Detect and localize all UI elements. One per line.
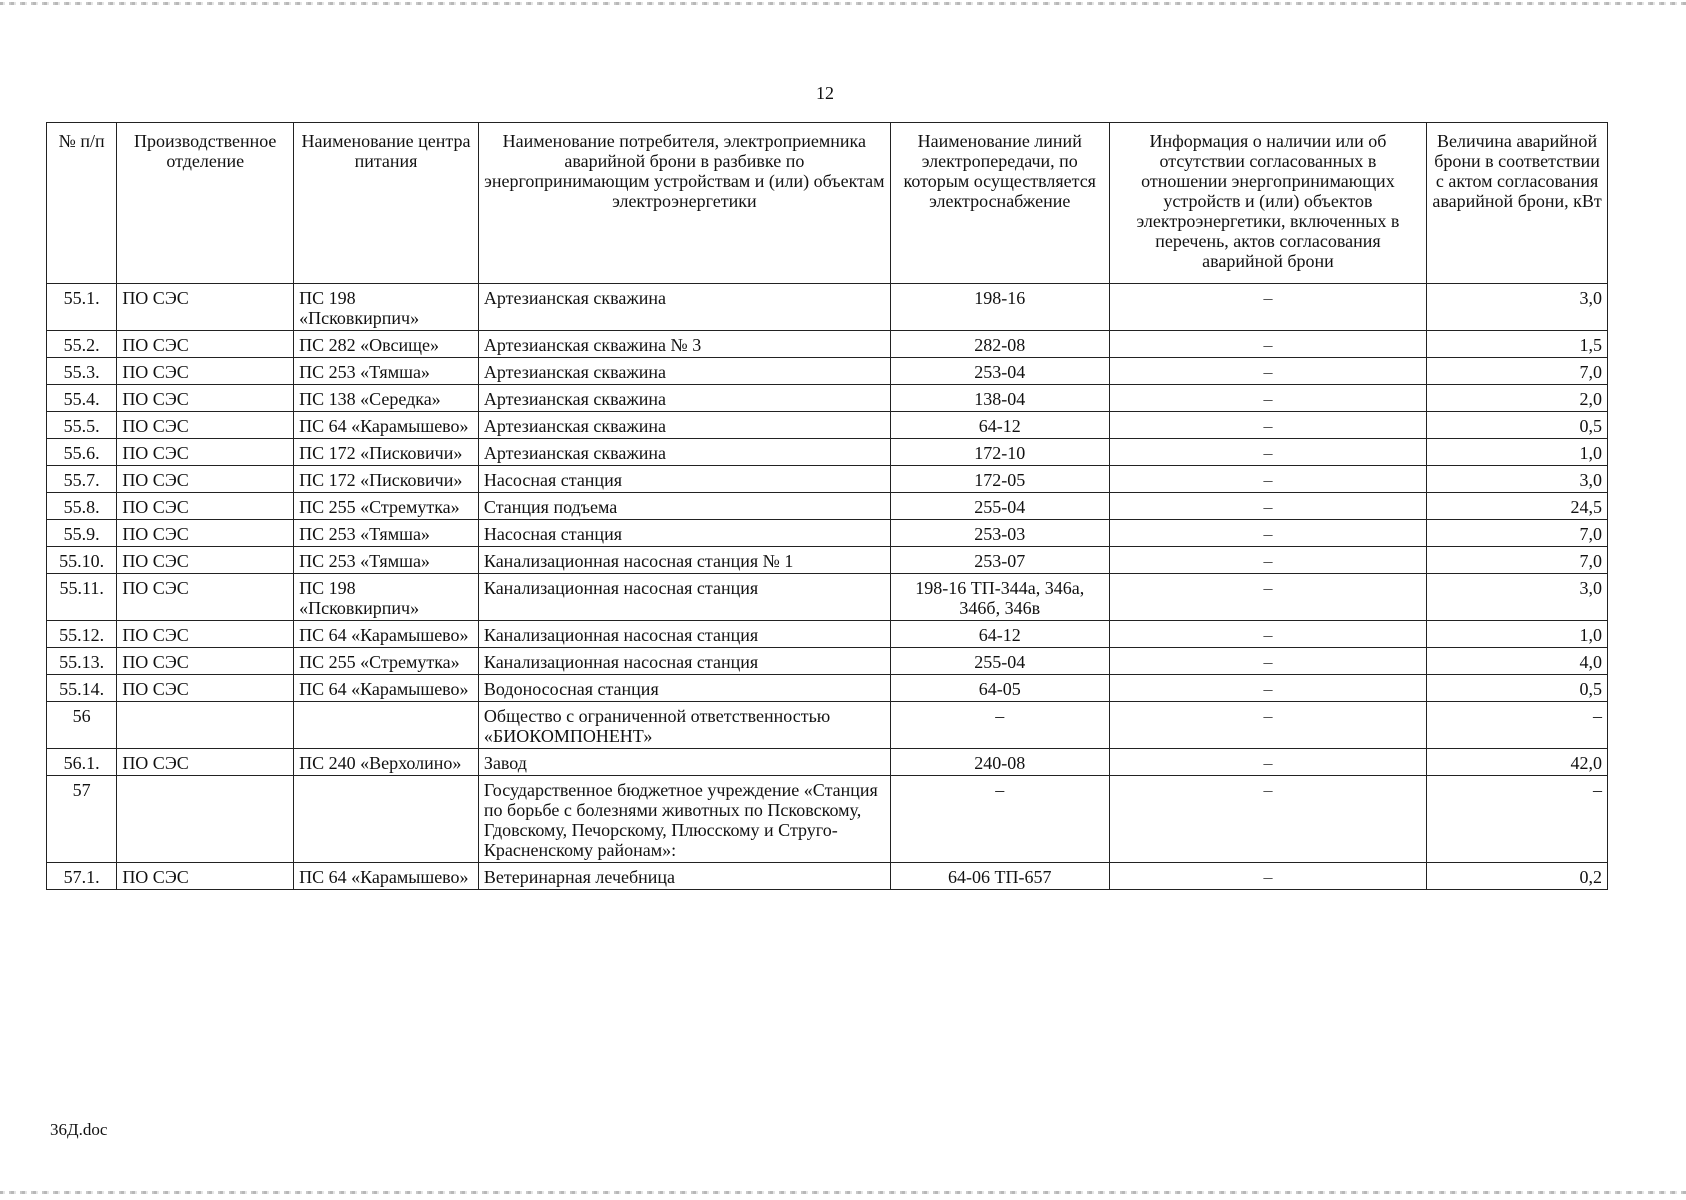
emergency-reserve-table bbox=[46, 122, 1608, 890]
cell-power-line: 282-08 bbox=[890, 331, 1109, 358]
cell-agreement-info: – bbox=[1109, 331, 1426, 358]
cell-power-line: 253-07 bbox=[890, 547, 1109, 574]
cell-power-center: ПС 253 «Тямша» bbox=[294, 547, 479, 574]
cell-number: 57 bbox=[47, 776, 117, 863]
cell-power-center: ПС 64 «Карамышево» bbox=[294, 675, 479, 702]
cell-number: 55.7. bbox=[47, 466, 117, 493]
table-row bbox=[47, 412, 1608, 439]
cell-number: 55.2. bbox=[47, 331, 117, 358]
cell-reserve-value: 1,0 bbox=[1427, 621, 1608, 648]
cell-agreement-info: – bbox=[1109, 574, 1426, 621]
cell-power-line: 172-10 bbox=[890, 439, 1109, 466]
cell-agreement-info: – bbox=[1109, 520, 1426, 547]
cell-consumer: Артезианская скважина bbox=[478, 439, 890, 466]
cell-consumer: Артезианская скважина bbox=[478, 358, 890, 385]
header-reserve-value: Величина аварийной брони в соответствии с актом согласования аварийной брони, кВт bbox=[1427, 123, 1608, 284]
cell-reserve-value: 4,0 bbox=[1427, 648, 1608, 675]
cell-department: ПО СЭС bbox=[117, 358, 294, 385]
cell-power-center: ПС 282 «Овсище» bbox=[294, 331, 479, 358]
table-row bbox=[47, 574, 1608, 621]
cell-consumer: Станция подъема bbox=[478, 493, 890, 520]
cell-power-line: 138-04 bbox=[890, 385, 1109, 412]
cell-power-line: 198-16 ТП-344а, 346а, 346б, 346в bbox=[890, 574, 1109, 621]
cell-department: ПО СЭС bbox=[117, 547, 294, 574]
header-power-center: Наименование центра питания bbox=[294, 123, 479, 284]
cell-power-line: 253-03 bbox=[890, 520, 1109, 547]
cell-department: ПО СЭС bbox=[117, 331, 294, 358]
cell-consumer: Общество с ограниченной ответственностью «БИОКОМПОНЕНТ» bbox=[478, 702, 890, 749]
table-row bbox=[47, 776, 1608, 863]
cell-reserve-value: 24,5 bbox=[1427, 493, 1608, 520]
cell-agreement-info: – bbox=[1109, 648, 1426, 675]
cell-department: ПО СЭС bbox=[117, 648, 294, 675]
cell-department: ПО СЭС bbox=[117, 493, 294, 520]
cell-number: 55.9. bbox=[47, 520, 117, 547]
cell-consumer: Насосная станция bbox=[478, 520, 890, 547]
scan-edge-bottom bbox=[0, 1191, 1686, 1194]
cell-department bbox=[117, 776, 294, 863]
cell-power-center: ПС 64 «Карамышево» bbox=[294, 412, 479, 439]
header-consumer: Наименование потребителя, электроприемника аварийной брони в разбивке по энергопринимающим устройствам и (или) объектам электроэнергетики bbox=[478, 123, 890, 284]
cell-reserve-value: 3,0 bbox=[1427, 284, 1608, 331]
cell-agreement-info: – bbox=[1109, 466, 1426, 493]
cell-number: 55.11. bbox=[47, 574, 117, 621]
cell-reserve-value: 0,2 bbox=[1427, 863, 1608, 890]
cell-reserve-value: 7,0 bbox=[1427, 547, 1608, 574]
table-row bbox=[47, 385, 1608, 412]
cell-power-line: 198-16 bbox=[890, 284, 1109, 331]
table-row bbox=[47, 284, 1608, 331]
cell-agreement-info: – bbox=[1109, 621, 1426, 648]
cell-power-center bbox=[294, 702, 479, 749]
cell-consumer: Артезианская скважина № 3 bbox=[478, 331, 890, 358]
cell-number: 55.1. bbox=[47, 284, 117, 331]
cell-department: ПО СЭС bbox=[117, 385, 294, 412]
cell-consumer: Артезианская скважина bbox=[478, 385, 890, 412]
table-row bbox=[47, 358, 1608, 385]
page-number: 12 bbox=[816, 83, 834, 103]
table-row bbox=[47, 749, 1608, 776]
table-row bbox=[47, 675, 1608, 702]
cell-number: 55.13. bbox=[47, 648, 117, 675]
cell-power-center: ПС 138 «Середка» bbox=[294, 385, 479, 412]
cell-agreement-info: – bbox=[1109, 439, 1426, 466]
cell-agreement-info: – bbox=[1109, 675, 1426, 702]
table-header bbox=[47, 123, 1608, 284]
table-row bbox=[47, 439, 1608, 466]
cell-consumer: Канализационная насосная станция № 1 bbox=[478, 547, 890, 574]
cell-power-center: ПС 198 «Псковкирпич» bbox=[294, 574, 479, 621]
cell-reserve-value: 1,0 bbox=[1427, 439, 1608, 466]
table-row bbox=[47, 702, 1608, 749]
scan-edge-top bbox=[0, 2, 1686, 5]
cell-power-line: 64-06 ТП-657 bbox=[890, 863, 1109, 890]
cell-consumer: Государственное бюджетное учреждение «Станция по борьбе с болезнями животных по Псковскому, Гдовскому, Печорскому, Плюсскому и Струго-Красненскому районам»: bbox=[478, 776, 890, 863]
cell-power-line: 64-05 bbox=[890, 675, 1109, 702]
cell-department: ПО СЭС bbox=[117, 466, 294, 493]
table-body bbox=[47, 284, 1608, 890]
cell-power-center bbox=[294, 776, 479, 863]
cell-consumer: Насосная станция bbox=[478, 466, 890, 493]
header-agreement-info: Информация о наличии или об отсутствии согласованных в отношении энергопринимающих устройств и (или) объектов электроэнергетики, включенных в перечень, актов согласования аварийной брони bbox=[1109, 123, 1426, 284]
cell-power-line: 253-04 bbox=[890, 358, 1109, 385]
footer-filename: 36Д.doc bbox=[50, 1120, 108, 1139]
cell-reserve-value: 1,5 bbox=[1427, 331, 1608, 358]
cell-power-center: ПС 198 «Псковкирпич» bbox=[294, 284, 479, 331]
cell-department: ПО СЭС bbox=[117, 675, 294, 702]
cell-power-line: 255-04 bbox=[890, 493, 1109, 520]
cell-reserve-value: 7,0 bbox=[1427, 358, 1608, 385]
table-row bbox=[47, 621, 1608, 648]
table-row bbox=[47, 648, 1608, 675]
table-row bbox=[47, 520, 1608, 547]
cell-power-center: ПС 255 «Стремутка» bbox=[294, 648, 479, 675]
cell-consumer: Завод bbox=[478, 749, 890, 776]
cell-number: 55.3. bbox=[47, 358, 117, 385]
cell-department: ПО СЭС bbox=[117, 863, 294, 890]
header-number: № п/п bbox=[47, 123, 117, 284]
cell-number: 55.5. bbox=[47, 412, 117, 439]
cell-agreement-info: – bbox=[1109, 547, 1426, 574]
cell-consumer: Артезианская скважина bbox=[478, 284, 890, 331]
cell-number: 55.8. bbox=[47, 493, 117, 520]
cell-consumer: Канализационная насосная станция bbox=[478, 648, 890, 675]
cell-department bbox=[117, 702, 294, 749]
cell-reserve-value: 7,0 bbox=[1427, 520, 1608, 547]
cell-agreement-info: – bbox=[1109, 493, 1426, 520]
cell-power-center: ПС 253 «Тямша» bbox=[294, 358, 479, 385]
cell-power-center: ПС 64 «Карамышево» bbox=[294, 863, 479, 890]
cell-power-line: 172-05 bbox=[890, 466, 1109, 493]
cell-power-line: – bbox=[890, 776, 1109, 863]
cell-power-center: ПС 253 «Тямша» bbox=[294, 520, 479, 547]
cell-department: ПО СЭС bbox=[117, 574, 294, 621]
cell-consumer: Канализационная насосная станция bbox=[478, 621, 890, 648]
table-row bbox=[47, 547, 1608, 574]
cell-consumer: Артезианская скважина bbox=[478, 412, 890, 439]
cell-reserve-value: – bbox=[1427, 702, 1608, 749]
cell-power-line: 64-12 bbox=[890, 621, 1109, 648]
cell-power-center: ПС 255 «Стремутка» bbox=[294, 493, 479, 520]
header-row bbox=[47, 123, 1608, 284]
cell-number: 56.1. bbox=[47, 749, 117, 776]
cell-power-center: ПС 172 «Писковичи» bbox=[294, 439, 479, 466]
header-production-department: Производственное отделение bbox=[117, 123, 294, 284]
cell-power-line: – bbox=[890, 702, 1109, 749]
cell-number: 55.14. bbox=[47, 675, 117, 702]
cell-reserve-value: 2,0 bbox=[1427, 385, 1608, 412]
cell-number: 55.4. bbox=[47, 385, 117, 412]
cell-agreement-info: – bbox=[1109, 863, 1426, 890]
cell-number: 56 bbox=[47, 702, 117, 749]
cell-agreement-info: – bbox=[1109, 412, 1426, 439]
cell-number: 55.6. bbox=[47, 439, 117, 466]
cell-consumer: Водонососная станция bbox=[478, 675, 890, 702]
cell-department: ПО СЭС bbox=[117, 412, 294, 439]
cell-reserve-value: – bbox=[1427, 776, 1608, 863]
cell-department: ПО СЭС bbox=[117, 520, 294, 547]
header-power-lines: Наименование линий электропередачи, по которым осуществляется электроснабжение bbox=[890, 123, 1109, 284]
cell-department: ПО СЭС bbox=[117, 749, 294, 776]
cell-agreement-info: – bbox=[1109, 749, 1426, 776]
cell-agreement-info: – bbox=[1109, 776, 1426, 863]
cell-agreement-info: – bbox=[1109, 284, 1426, 331]
cell-agreement-info: – bbox=[1109, 358, 1426, 385]
table-row bbox=[47, 331, 1608, 358]
cell-power-center: ПС 64 «Карамышево» bbox=[294, 621, 479, 648]
cell-department: ПО СЭС bbox=[117, 621, 294, 648]
table-row bbox=[47, 863, 1608, 890]
cell-power-line: 255-04 bbox=[890, 648, 1109, 675]
cell-consumer: Канализационная насосная станция bbox=[478, 574, 890, 621]
cell-department: ПО СЭС bbox=[117, 439, 294, 466]
cell-agreement-info: – bbox=[1109, 385, 1426, 412]
cell-department: ПО СЭС bbox=[117, 284, 294, 331]
cell-consumer: Ветеринарная лечебница bbox=[478, 863, 890, 890]
cell-power-center: ПС 172 «Писковичи» bbox=[294, 466, 479, 493]
table-row bbox=[47, 466, 1608, 493]
cell-power-center: ПС 240 «Верхолино» bbox=[294, 749, 479, 776]
cell-power-line: 64-12 bbox=[890, 412, 1109, 439]
cell-agreement-info: – bbox=[1109, 702, 1426, 749]
cell-reserve-value: 3,0 bbox=[1427, 466, 1608, 493]
cell-reserve-value: 0,5 bbox=[1427, 412, 1608, 439]
cell-number: 57.1. bbox=[47, 863, 117, 890]
cell-reserve-value: 0,5 bbox=[1427, 675, 1608, 702]
cell-reserve-value: 42,0 bbox=[1427, 749, 1608, 776]
cell-reserve-value: 3,0 bbox=[1427, 574, 1608, 621]
cell-number: 55.10. bbox=[47, 547, 117, 574]
cell-number: 55.12. bbox=[47, 621, 117, 648]
table-row bbox=[47, 493, 1608, 520]
cell-power-line: 240-08 bbox=[890, 749, 1109, 776]
